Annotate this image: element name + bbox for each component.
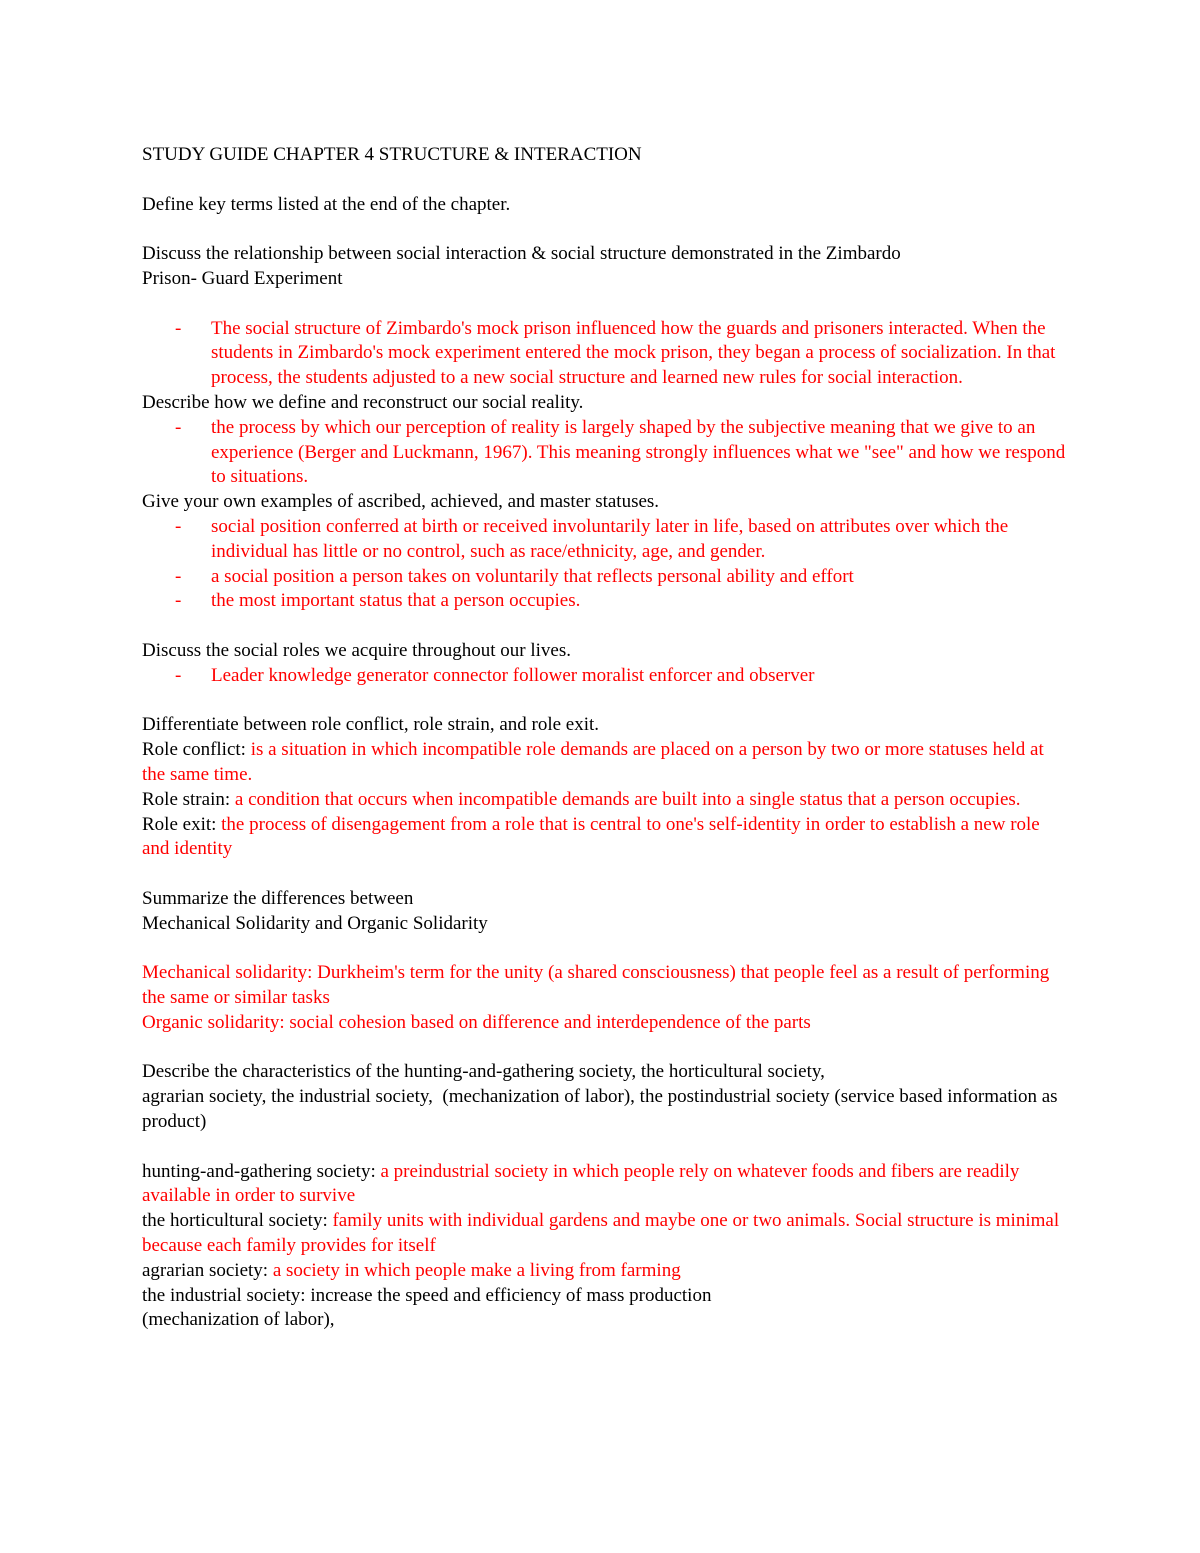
question-role-differences: Differentiate between role conflict, role strain, and role exit. [142, 714, 600, 736]
term-definition: a society in which people make a living from farming [272, 1259, 681, 1281]
dash-bullet: - [175, 664, 182, 686]
term-label: agrarian society: [142, 1259, 273, 1281]
term-label: Role exit: [142, 813, 222, 835]
dash-bullet: - [175, 590, 182, 612]
list-item [142, 664, 1067, 689]
answer-text: The social structure of Zimbardo's mock prison influenced how the guards and prisoners interacted. When the students in Zimbardo's mock experiment entered the mock prison, they began a process of socialization. In that process, the students adjusted to a new social structure and learned new rules for social interaction. [211, 317, 1056, 389]
social-reality-answer-list [142, 416, 1067, 490]
question-societies-line2: agrarian society, the industrial society, (mechanization of labor), the postindustrial society (service based information as product) [142, 1086, 1063, 1133]
study-guide-document [142, 143, 1067, 1333]
answer-text: social position conferred at birth or received involuntarily later in life, based on attributes over which the individual has little or no control, such as race/ethnicity, age, and gender. [211, 515, 1009, 562]
term-definition: a preindustrial society in which people rely on whatever foods and fibers are readily available in order to survive [142, 1160, 1025, 1207]
social-roles-answer-list [142, 664, 1067, 689]
role-conflict-entry [142, 738, 1067, 788]
term-label: the horticultural society: [142, 1210, 333, 1232]
role-strain-entry [142, 788, 1067, 813]
question-solidarity-line2: Mechanical Solidarity and Organic Solidarity [142, 912, 488, 934]
list-item [142, 416, 1067, 490]
horticultural-entry [142, 1209, 1067, 1259]
answer-text: a social position a person takes on voluntarily that reflects personal ability and effort [211, 565, 854, 587]
term-definition: the process of disengagement from a role that is central to one's self-identity in order to establish a new role and identity [142, 813, 1045, 860]
agrarian-entry [142, 1259, 1067, 1284]
answer-text: the most important status that a person occupies. [211, 590, 581, 612]
zimbardo-answer-list [142, 317, 1067, 391]
dash-bullet: - [175, 416, 182, 438]
question-social-reality: Describe how we define and reconstruct our social reality. [142, 391, 584, 413]
question-societies-line1: Describe the characteristics of the hunting-and-gathering society, the horticultural society, [142, 1061, 825, 1083]
question-zimbardo-line1: Discuss the relationship between social interaction & social structure demonstrated in the Zimbardo [142, 243, 901, 265]
question-zimbardo-line2: Prison- Guard Experiment [142, 267, 343, 289]
role-exit-entry [142, 813, 1067, 863]
question-define-key-terms: Define key terms listed at the end of the chapter. [142, 193, 511, 215]
list-item [142, 317, 1067, 391]
list-item [142, 565, 1067, 590]
term-label: Role strain: [142, 788, 235, 810]
question-statuses: Give your own examples of ascribed, achieved, and master statuses. [142, 491, 660, 513]
list-item [142, 589, 1067, 614]
industrial-entry-line1: the industrial society: increase the speed and efficiency of mass production [142, 1284, 712, 1306]
page-title: STUDY GUIDE CHAPTER 4 STRUCTURE & INTERACTION [142, 144, 642, 165]
dash-bullet: - [175, 317, 182, 339]
dash-bullet: - [175, 565, 182, 587]
term-label: hunting-and-gathering society: [142, 1160, 381, 1182]
statuses-answer-list [142, 515, 1067, 614]
term-definition: a condition that occurs when incompatible demands are built into a single status that a person occupies. [234, 788, 1021, 810]
hunting-gathering-entry [142, 1160, 1067, 1210]
term-definition: family units with individual gardens and maybe one or two animals. Social structure is minimal because each family provides for itself [142, 1210, 1064, 1257]
question-solidarity-line1: Summarize the differences between [142, 887, 414, 909]
question-social-roles: Discuss the social roles we acquire throughout our lives. [142, 639, 571, 661]
list-item [142, 515, 1067, 565]
dash-bullet: - [175, 515, 182, 537]
mechanical-solidarity-answer: Mechanical solidarity: Durkheim's term for the unity (a shared consciousness) that people feel as a result of performing the same or similar tasks [142, 962, 1054, 1009]
answer-text: the process by which our perception of reality is largely shaped by the subjective meaning that we give to an experience (Berger and Luckmann, 1967). This meaning strongly influences what we "see" and how we respond to situations. [211, 416, 1066, 488]
term-label: Role conflict: [142, 739, 251, 761]
organic-solidarity-answer: Organic solidarity: social cohesion based on difference and interdependence of the parts [142, 1011, 811, 1033]
term-definition: is a situation in which incompatible role demands are placed on a person by two or more statuses held at the same time. [142, 739, 1049, 785]
answer-text: Leader knowledge generator connector follower moralist enforcer and observer [211, 664, 815, 686]
industrial-entry-line2: (mechanization of labor), [142, 1309, 335, 1331]
